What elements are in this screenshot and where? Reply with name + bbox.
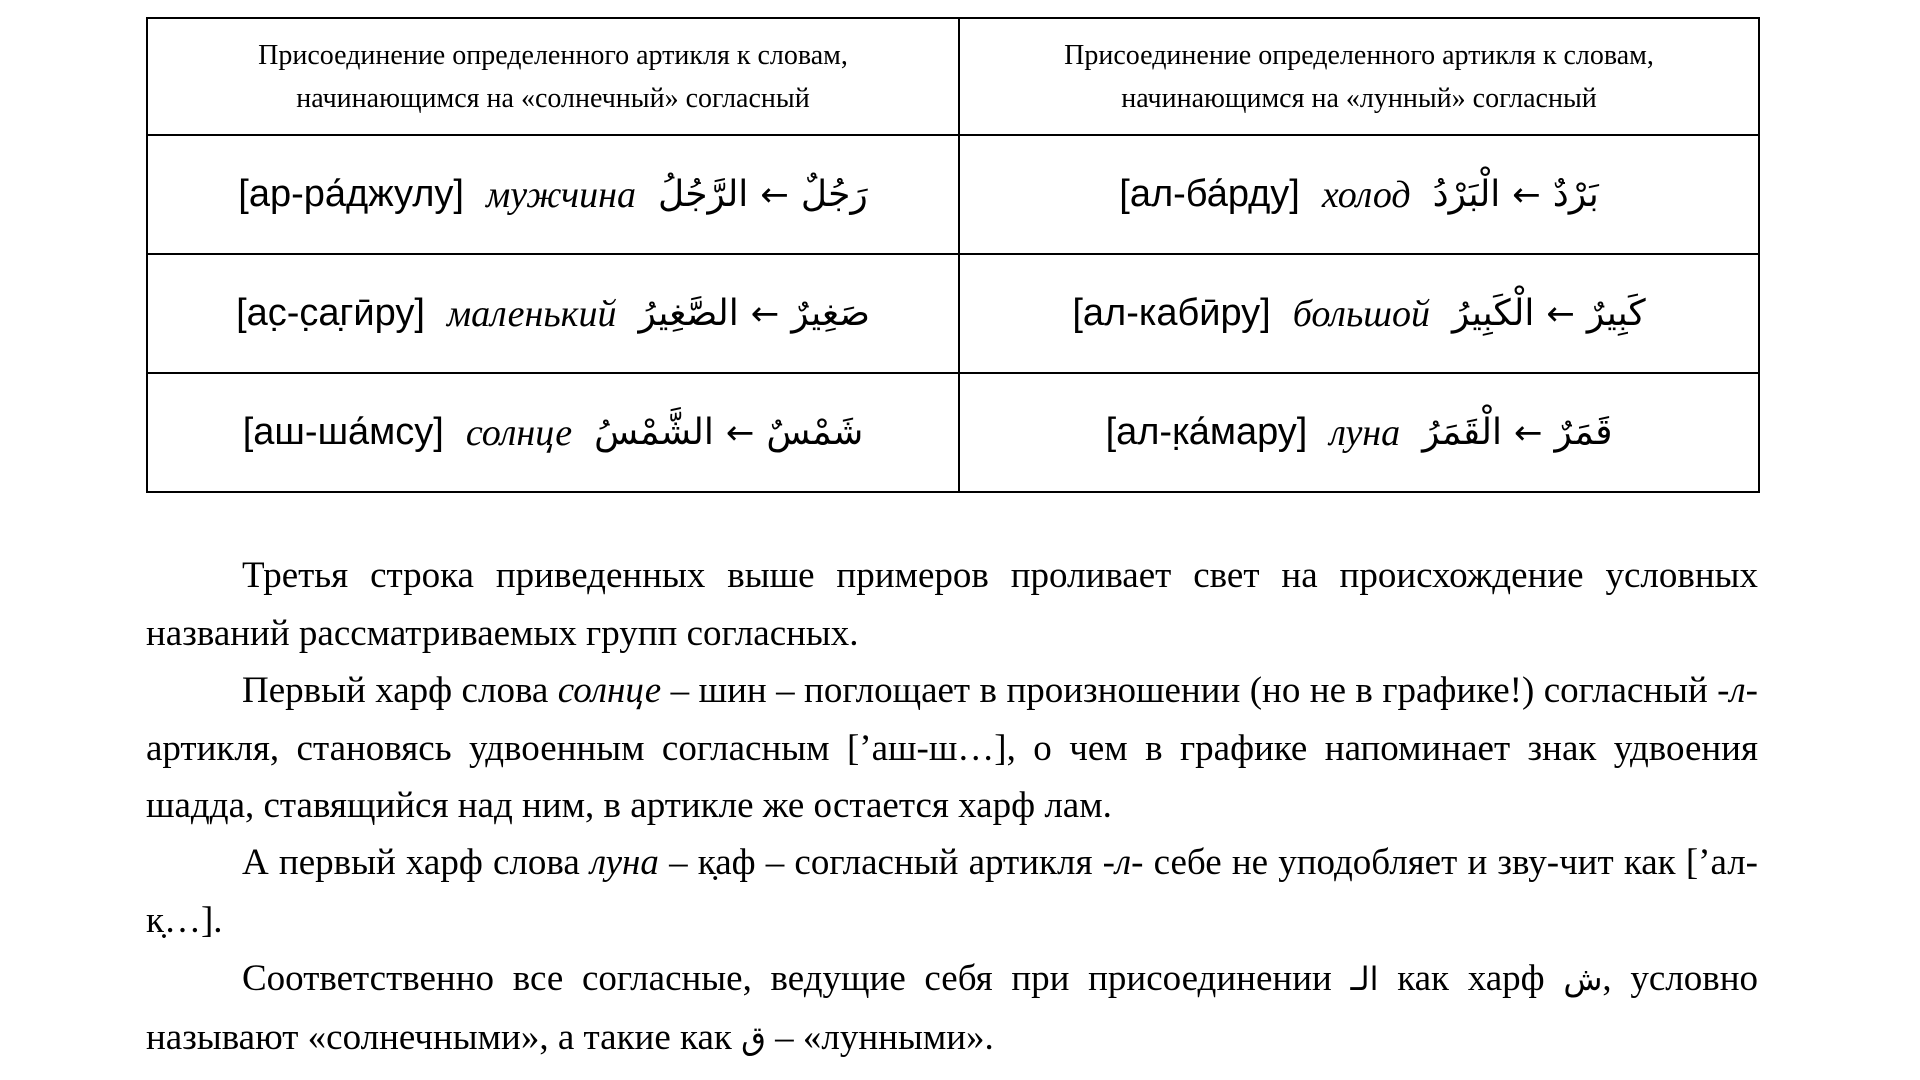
emphasis-word: луна	[589, 842, 659, 883]
article-examples-table	[146, 17, 1760, 493]
arabic-definite: الصَّغِيرُ	[638, 293, 739, 334]
example-cell	[147, 373, 959, 492]
example-cell	[959, 373, 1759, 492]
header-line: начинающимся на «солнечный» согласный	[296, 82, 810, 114]
emphasis-letter: л	[1114, 842, 1132, 883]
emphasis-word: солнце	[557, 670, 662, 711]
transliteration: [ар-ра́джулу]	[238, 173, 464, 215]
example-cell	[959, 135, 1759, 254]
arabic-pair	[1422, 412, 1612, 453]
arabic-definite: الْقَمَرُ	[1422, 412, 1503, 453]
arabic-definite: الشَّمْسُ	[594, 412, 714, 453]
transliteration: [ал-ба́рду]	[1119, 173, 1300, 215]
table-header-row	[147, 18, 1759, 135]
header-sun-letters	[147, 18, 959, 135]
arrow-left-icon: ←	[725, 413, 755, 453]
header-line: Присоединение определенного артикля к словам,	[1064, 39, 1654, 71]
transliteration: [ас̣-с̣аг̣ӣру]	[236, 292, 425, 334]
arabic-pair	[638, 293, 869, 334]
paragraph-moon-letter	[146, 834, 1758, 949]
arabic-base: قَمَرٌ	[1554, 412, 1613, 453]
table-row	[147, 135, 1759, 254]
example-cell	[959, 254, 1759, 373]
arabic-article: الـ	[1350, 960, 1379, 998]
header-moon-letters	[959, 18, 1759, 135]
arabic-definite: الرَّجُلُ	[657, 174, 749, 215]
arabic-base: صَغِيرٌ	[791, 293, 870, 334]
arabic-base: شَمْسٌ	[766, 412, 864, 453]
paragraph-text: , условно называют «солнечными», а такие как	[146, 958, 1758, 1058]
paragraph-conclusion	[146, 950, 1758, 1067]
transliteration: [ал-к̣а́мару]	[1105, 411, 1308, 453]
arabic-pair	[658, 174, 868, 215]
meaning: луна	[1329, 411, 1401, 454]
example-cell	[147, 254, 959, 373]
paragraph-text: как харф	[1378, 958, 1564, 999]
meaning: большой	[1292, 292, 1430, 335]
transliteration: [ал-кабӣру]	[1072, 292, 1271, 334]
arabic-base: بَرْدٌ	[1552, 174, 1599, 215]
meaning: холод	[1321, 173, 1411, 216]
header-line: начинающимся на «лунный» согласный	[1121, 82, 1597, 114]
arabic-pair	[594, 412, 863, 453]
arrow-left-icon: ←	[750, 294, 780, 334]
arrow-left-icon: ←	[760, 175, 789, 215]
arrow-left-icon: ←	[1514, 413, 1543, 453]
arabic-definite: الْبَرْدُ	[1432, 174, 1501, 215]
paragraph-sun-letter	[146, 662, 1758, 835]
paragraph-text: Первый харф слова	[242, 670, 558, 711]
paragraph-text: Третья строка приведенных выше примеров проливает свет на происхождение условных названий рассматриваемых групп согласных.	[146, 555, 1758, 654]
emphasis-letter: л	[1729, 670, 1746, 711]
table-row	[147, 373, 1759, 492]
paragraph-text: - себе не уподобляет и зву-чит как [’ал-к̣…].	[146, 842, 1758, 941]
example-cell	[147, 135, 959, 254]
arabic-letter-shin: ش	[1563, 960, 1603, 998]
paragraph-third-row	[146, 547, 1758, 662]
arabic-pair	[1433, 174, 1599, 215]
paragraph-text: Соответственно все согласные, ведущие себя при присоединении	[242, 958, 1351, 999]
paragraph-text: – к̣аф – согласный артикля -	[658, 842, 1115, 883]
table-row	[147, 254, 1759, 373]
transliteration: [аш-ша́мсу]	[242, 411, 444, 453]
arabic-base: رَجُلٌ	[800, 174, 868, 215]
paragraph-text: – шин – поглощает в произношении (но не в графике!) согласный -	[661, 670, 1730, 711]
arrow-left-icon: ←	[1512, 175, 1541, 215]
arrow-left-icon: ←	[1546, 294, 1575, 334]
meaning: солнце	[465, 411, 573, 454]
arabic-pair	[1452, 293, 1646, 334]
meaning: мужчина	[485, 173, 636, 216]
paragraph-text: – «лунными».	[765, 1016, 994, 1058]
arabic-letter-qaf: ق	[741, 1018, 766, 1057]
paragraph-text: - артикля, становясь удвоенным согласным [’аш-ш…], о чем в графике напоминает знак удвоения шадда, ставящийся над ним, в артикле же остается харф лам.	[146, 670, 1758, 826]
paragraph-text: А первый харф слова	[242, 842, 590, 883]
arabic-base: كَبِيرٌ	[1586, 293, 1646, 334]
meaning: маленький	[446, 292, 617, 335]
header-line: Присоединение определенного артикля к словам,	[258, 39, 848, 71]
arabic-definite: الْكَبِيرُ	[1451, 293, 1535, 334]
